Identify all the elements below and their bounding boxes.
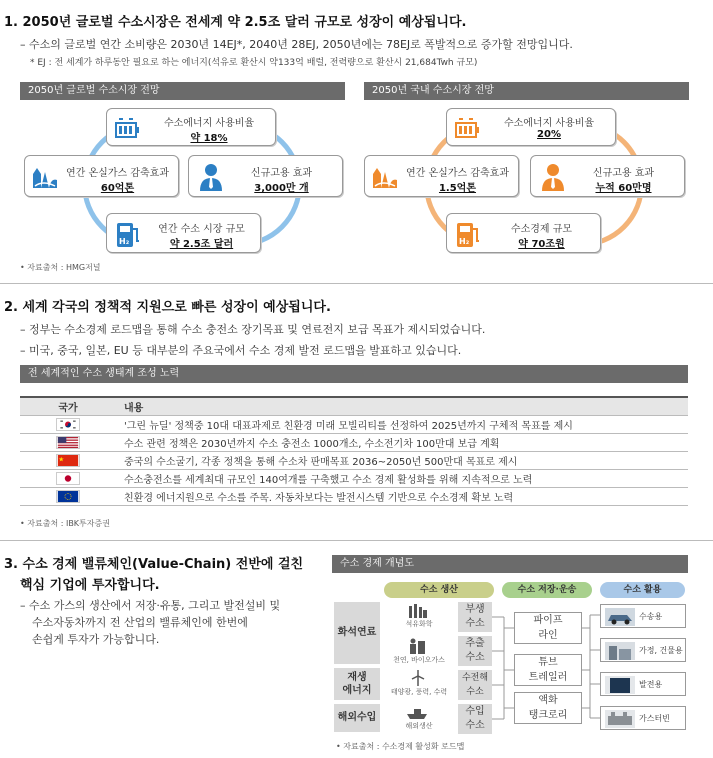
- phase-use: 수소 활용: [600, 582, 685, 598]
- fuel-cell-icon: [605, 676, 635, 694]
- row-text: 친환경 에너지원으로 수소를 주목. 자동차보다는 발전시스템 기반으로 수소경제 확보 노력: [116, 487, 688, 505]
- source-item-label: 석유화학: [405, 620, 433, 628]
- use-label: 가정, 건물용: [639, 646, 683, 655]
- section3-title-line2: 핵심 기업에 투자합니다.: [20, 578, 160, 593]
- korea-energy-label: 수소에너지 사용비율: [503, 118, 595, 129]
- global-jobs-label: 신규고용 효과: [250, 168, 313, 179]
- section2-bullet2: – 미국, 중국, 일본, EU 등 대부분의 주요국에서 수소 경제 발전 로드맵을 발표하고 있습니다.: [20, 344, 462, 357]
- row-text: '그린 뉴딜' 정책중 10대 대표과제로 친환경 미래 모빌리티를 선정하여 2025년까지 구체적 목표를 제시: [116, 415, 688, 433]
- svg-text:H₂: H₂: [459, 237, 470, 246]
- japan-flag-icon: [56, 472, 80, 485]
- korea-ghg-label: 연간 온실가스 감축효과: [406, 168, 509, 179]
- global-market-card: [106, 213, 261, 253]
- header-content: 내용: [116, 397, 688, 415]
- table-header: [20, 397, 688, 415]
- use-label: 수송용: [639, 612, 663, 621]
- china-flag-icon: [56, 454, 80, 467]
- global-energy-card: [106, 108, 276, 146]
- global-jobs-card: [188, 155, 343, 197]
- source-item-label: 천연, 바이오가스: [393, 656, 445, 664]
- car-icon: [605, 608, 635, 626]
- korea-band: 2050년 국내 수소시장 전망: [364, 82, 689, 100]
- section2-source: • 자료출처 : IBK투자증권: [20, 519, 110, 528]
- korea-ghg-value: 1.5억톤: [438, 183, 477, 194]
- table-row: [20, 451, 688, 469]
- use-turbine: [600, 706, 686, 730]
- wind-turbine-icon: [408, 670, 428, 686]
- phase-storage: 수소 저장·운송: [502, 582, 592, 598]
- korea-jobs-label: 신규고용 효과: [592, 168, 655, 179]
- table-row: [20, 487, 688, 505]
- section2-title: 2. 세계 각국의 정책적 지원으로 빠른 성장이 예상됩니다.: [4, 300, 331, 315]
- table-row: [20, 415, 688, 433]
- ship-icon: [406, 706, 428, 720]
- korea-jobs-value: 누적 60만명: [595, 183, 652, 194]
- method-import: 수입 수소: [458, 704, 492, 734]
- global-band: 2050년 글로벌 수소시장 전망: [20, 82, 345, 100]
- section1-source: • 자료출처 : HMG저널: [20, 263, 101, 272]
- phase-production: 수소 생산: [384, 582, 494, 598]
- divider: [0, 540, 713, 541]
- gas-turbine-icon: [605, 710, 635, 728]
- section1-bullet: – 수소의 글로벌 연간 소비량은 2030년 14EJ*, 2040년 28EJ, 2050년에는 78EJ로 폭발적으로 증가할 전망입니다.: [20, 38, 573, 51]
- divider: [0, 283, 713, 284]
- policy-table: [20, 396, 688, 506]
- storage-tube-trailer: 튜브 트레일러: [514, 654, 582, 686]
- section3-body-line2: 수소자동차까지 전 산업의 밸류체인에 한번에: [32, 616, 248, 629]
- concept-band: 수소 경제 개념도: [332, 555, 688, 573]
- row-text: 수소충전소를 세계최대 규모인 140여개를 구축했고 수소 경제 활성화를 위해 지속적으로 노력: [116, 469, 688, 487]
- row-text: 중국의 수소굴기, 각종 정책을 통해 수소차 판매목표 2036~2050년 500만대 목표로 제시: [116, 451, 688, 469]
- global-ghg-card: [24, 155, 179, 197]
- use-building: [600, 638, 686, 662]
- gas-plant-icon: [408, 638, 428, 654]
- global-market-value: 약 2.5조 달러: [169, 239, 234, 250]
- korea-energy-value: 20%: [537, 129, 561, 140]
- storage-pipeline: 파이프 라인: [514, 612, 582, 644]
- use-transport: [600, 604, 686, 628]
- korea-flag-icon: [56, 418, 80, 431]
- section2-bullet1: – 정부는 수소경제 로드맵을 통해 수소 충전소 장기목표 및 연료전지 보급 목표가 제시되었습니다.: [20, 323, 486, 336]
- row-text: 수소 관련 정책은 2030년까지 수소 충전소 1000개소, 수소전기차 100만대 보급 계획: [116, 433, 688, 451]
- eu-flag-icon: [56, 490, 80, 503]
- section3-source: • 자료출처 : 수소경제 활성화 로드맵: [336, 742, 465, 751]
- refinery-icon: [408, 602, 428, 618]
- korea-jobs-card: [530, 155, 685, 197]
- usa-flag-icon: [56, 436, 80, 449]
- global-ghg-value: 60억톤: [100, 183, 135, 194]
- section3-title-line1: 3. 수소 경제 밸류체인(Value-Chain) 전반에 걸친: [4, 557, 304, 572]
- use-power: [600, 672, 686, 696]
- korea-ghg-card: [364, 155, 519, 197]
- header-country: 국가: [20, 397, 116, 415]
- global-ghg-label: 연간 온실가스 감축효과: [66, 168, 169, 179]
- use-label: 가스터빈: [639, 714, 670, 723]
- korea-market-label: 수소경제 규모: [510, 224, 573, 235]
- global-energy-value: 약 18%: [190, 133, 228, 144]
- building-icon: [605, 642, 635, 660]
- source-fossil: 화석연료: [334, 602, 380, 664]
- section1-title: 1. 2050년 글로벌 수소시장은 전세계 약 2.5조 달러 규모로 성장이 예상됩니다.: [4, 15, 467, 30]
- source-renewable: 재생 에너지: [334, 668, 380, 700]
- svg-text:H₂: H₂: [119, 237, 130, 246]
- global-market-label: 연간 수소 시장 규모: [158, 224, 245, 235]
- table-row: [20, 433, 688, 451]
- method-extraction: 추출 수소: [458, 636, 492, 666]
- policy-band: 전 세계적인 수소 생태계 조성 노력: [20, 365, 688, 383]
- section3-body-line1: – 수소 가스의 생산에서 저장·유통, 그리고 발전설비 및: [20, 599, 281, 612]
- use-label: 발전용: [639, 680, 663, 689]
- storage-tank-lorry: 액화 탱크로리: [514, 692, 582, 724]
- global-jobs-value: 3,000만 개: [254, 183, 309, 194]
- korea-energy-card: [446, 108, 616, 146]
- method-electrolysis: 수전해 수소: [458, 670, 492, 700]
- korea-market-card: [446, 213, 601, 253]
- source-import: 해외수입: [334, 704, 380, 732]
- section3-body-line3: 손쉽게 투자가 가능합니다.: [32, 633, 160, 646]
- korea-market-value: 약 70조원: [518, 239, 565, 250]
- method-byproduct: 부생 수소: [458, 602, 492, 632]
- source-item-label: 해외생산: [405, 722, 433, 730]
- global-energy-label: 수소에너지 사용비율: [163, 118, 255, 129]
- table-row: [20, 469, 688, 487]
- source-item-label: 태양광, 풍력, 수력: [390, 688, 448, 696]
- section1-note: * EJ : 전 세계가 하루동안 필요로 하는 에너지(석유로 환산시 약133억 배럴, 전력량으로 환산시 21,684Twh 규모): [30, 58, 478, 68]
